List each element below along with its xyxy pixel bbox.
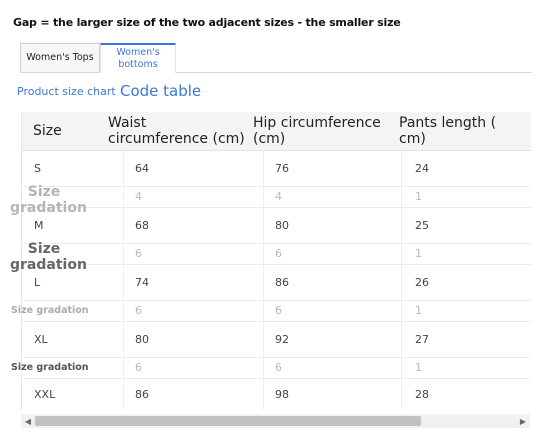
waist-cell: 6: [135, 304, 142, 317]
size-table: [21, 112, 531, 410]
header-waist: Waist circumference (cm): [108, 115, 245, 147]
waist-cell: 6: [135, 361, 142, 374]
pants-length-cell: 1: [415, 190, 422, 203]
scrollbar-thumb[interactable]: [35, 416, 421, 426]
table-header: [22, 112, 531, 151]
hip-cell: 4: [275, 190, 282, 203]
gradation-label: Size gradation: [11, 362, 89, 373]
gap-note: Gap = the larger size of the two adjacent sizes - the smaller size: [13, 16, 401, 29]
size-cell: M: [34, 218, 44, 232]
hip-cell: 6: [275, 361, 282, 374]
hip-cell: 76: [275, 161, 289, 175]
pants-length-cell: 28: [415, 387, 429, 401]
size-cell: XL: [34, 332, 48, 346]
horizontal-scrollbar[interactable]: [21, 414, 530, 428]
hip-cell: 6: [275, 304, 282, 317]
header-pants-length: Pants length ( cm): [399, 115, 497, 147]
table-row: [22, 207, 531, 244]
table-row: [22, 378, 531, 410]
tab-womens-tops[interactable]: Women's Tops: [20, 43, 100, 72]
gradation-row: [22, 300, 531, 322]
waist-cell: 6: [135, 247, 142, 260]
header-hip: Hip circumference (cm): [253, 115, 381, 147]
hip-cell: 92: [275, 332, 289, 346]
gradation-row: [22, 357, 531, 379]
waist-cell: 64: [135, 161, 149, 175]
pants-length-cell: 1: [415, 304, 422, 317]
pants-length-cell: 24: [415, 161, 429, 175]
gradation-row: [22, 186, 531, 208]
waist-cell: 80: [135, 332, 149, 346]
scroll-right-icon[interactable]: ▶: [519, 416, 527, 426]
size-cell: S: [34, 161, 41, 175]
gradation-label: Size gradation: [10, 241, 87, 273]
size-cell: L: [34, 275, 41, 289]
gradation-row: [22, 243, 531, 265]
table-row: [22, 321, 531, 358]
gradation-label: Size gradation: [11, 305, 89, 316]
pants-length-cell: 1: [415, 361, 422, 374]
size-cell: XXL: [34, 387, 56, 401]
waist-cell: 74: [135, 275, 149, 289]
waist-cell: 68: [135, 218, 149, 232]
hip-cell: 6: [275, 247, 282, 260]
waist-cell: 86: [135, 387, 149, 401]
gradation-label: Size gradation: [10, 184, 87, 216]
waist-cell: 4: [135, 190, 142, 203]
pants-length-cell: 27: [415, 332, 429, 346]
table-row: [22, 150, 531, 187]
code-table-link[interactable]: Code table: [120, 82, 202, 100]
tab-bar: [20, 43, 532, 73]
product-size-chart-link[interactable]: Product size chart: [17, 85, 116, 98]
scroll-left-icon[interactable]: ◀: [24, 416, 32, 426]
table-row: [22, 264, 531, 301]
header-size: Size: [33, 123, 62, 139]
tab-womens-bottoms[interactable]: Women's bottoms: [100, 43, 176, 73]
pants-length-cell: 26: [415, 275, 429, 289]
hip-cell: 98: [275, 387, 289, 401]
hip-cell: 80: [275, 218, 289, 232]
pants-length-cell: 1: [415, 247, 422, 260]
hip-cell: 86: [275, 275, 289, 289]
pants-length-cell: 25: [415, 218, 429, 232]
